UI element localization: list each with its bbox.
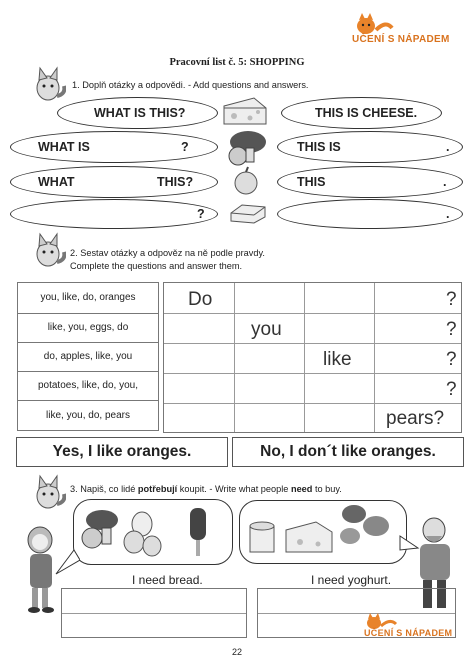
section1-instruction: 1. Doplň otázky a odpovědi. - Add questions and answers. [72, 80, 309, 90]
pill-text: ? [197, 207, 205, 221]
page-number: 22 [231, 647, 242, 657]
top-logo [352, 12, 462, 50]
apple-icon [232, 166, 260, 196]
question-pill [10, 166, 218, 198]
need-text-right: I need yoghurt. [311, 573, 392, 587]
pill-text: WHAT IS [38, 140, 90, 154]
pill-text: WHAT [38, 175, 75, 189]
grid-word: ? [446, 379, 457, 400]
grid-word: ? [446, 349, 457, 370]
pill-text: . [446, 140, 450, 154]
bubble-tail [54, 548, 80, 578]
cheese-icon [286, 522, 332, 552]
section2-instruction [70, 247, 265, 273]
question-grid [163, 282, 462, 433]
question-pill [10, 131, 218, 163]
pill-text: THIS IS [297, 140, 341, 154]
butter-icon [228, 201, 268, 225]
grid-word: Do [188, 289, 213, 310]
grid-word: ? [446, 319, 457, 340]
potato-icon [340, 505, 389, 544]
writing-box-left[interactable] [61, 588, 247, 638]
cue-cell: do, apples, like, you [17, 342, 159, 371]
bottom-logo [364, 612, 464, 642]
answer-pill [277, 199, 463, 229]
logo-text: UČENÍ S NÁPADEM [352, 34, 450, 45]
instr-bold: potřebují [137, 484, 178, 494]
page-title: Pracovní list č. 5: SHOPPING [169, 57, 305, 68]
pill-text: THIS? [157, 175, 194, 189]
pill-text: . [443, 175, 447, 189]
mushroom-icon [224, 130, 268, 168]
need-text-left: I need bread. [132, 573, 203, 587]
instr-part: koupit. - Write what people [177, 484, 291, 494]
cue-list [17, 282, 159, 431]
cue-cell: like, you, eggs, do [17, 313, 159, 342]
cue-cell: you, like, do, oranges [17, 282, 159, 313]
ice-cream-icon [190, 508, 206, 556]
cue-cell: like, you, do, pears [17, 400, 159, 431]
food-items-right [246, 502, 402, 560]
food-items-left [80, 506, 230, 560]
logo-text: UČENÍ S NÁPADEM [364, 628, 453, 638]
fox-icon [30, 232, 66, 270]
pill-text: THIS IS CHEESE. [315, 106, 418, 120]
grid-word: pears? [386, 408, 445, 429]
instr-bold: need [290, 484, 313, 494]
cue-cell: potatoes, like, do, you, [17, 371, 159, 400]
grid-word: you [251, 319, 282, 340]
question-pill [57, 97, 218, 129]
pill-text: THIS [297, 175, 326, 189]
question-pill [10, 199, 218, 229]
yoghurt-icon [250, 522, 274, 552]
fox-icon [354, 12, 394, 36]
grid-word: like [323, 349, 352, 370]
instruction-en: Complete the questions and answer them. [70, 261, 243, 271]
instruction-cz: 2. Sestav otázky a odpověz na ně podle pravdy. [70, 248, 265, 258]
pill-text: . [446, 207, 450, 221]
cheese-icon [220, 94, 270, 128]
answer-no-box: No, I don´t like oranges. [232, 437, 464, 467]
section3-instruction [70, 483, 342, 496]
answer-pill [281, 97, 442, 129]
instr-part: to buy. [312, 484, 342, 494]
answer-pill [277, 166, 463, 198]
pill-text: ? [181, 140, 189, 154]
answer-pill [277, 131, 463, 163]
instr-part: 3. Napiš, co lidé [70, 484, 138, 494]
grid-word: ? [446, 289, 457, 310]
pill-text: WHAT IS THIS? [94, 106, 186, 120]
answer-yes-box: Yes, I like oranges. [16, 437, 228, 467]
fox-icon [30, 474, 66, 512]
mushroom-icon [82, 510, 118, 548]
fox-icon [30, 66, 66, 104]
egg-icon [124, 512, 161, 556]
